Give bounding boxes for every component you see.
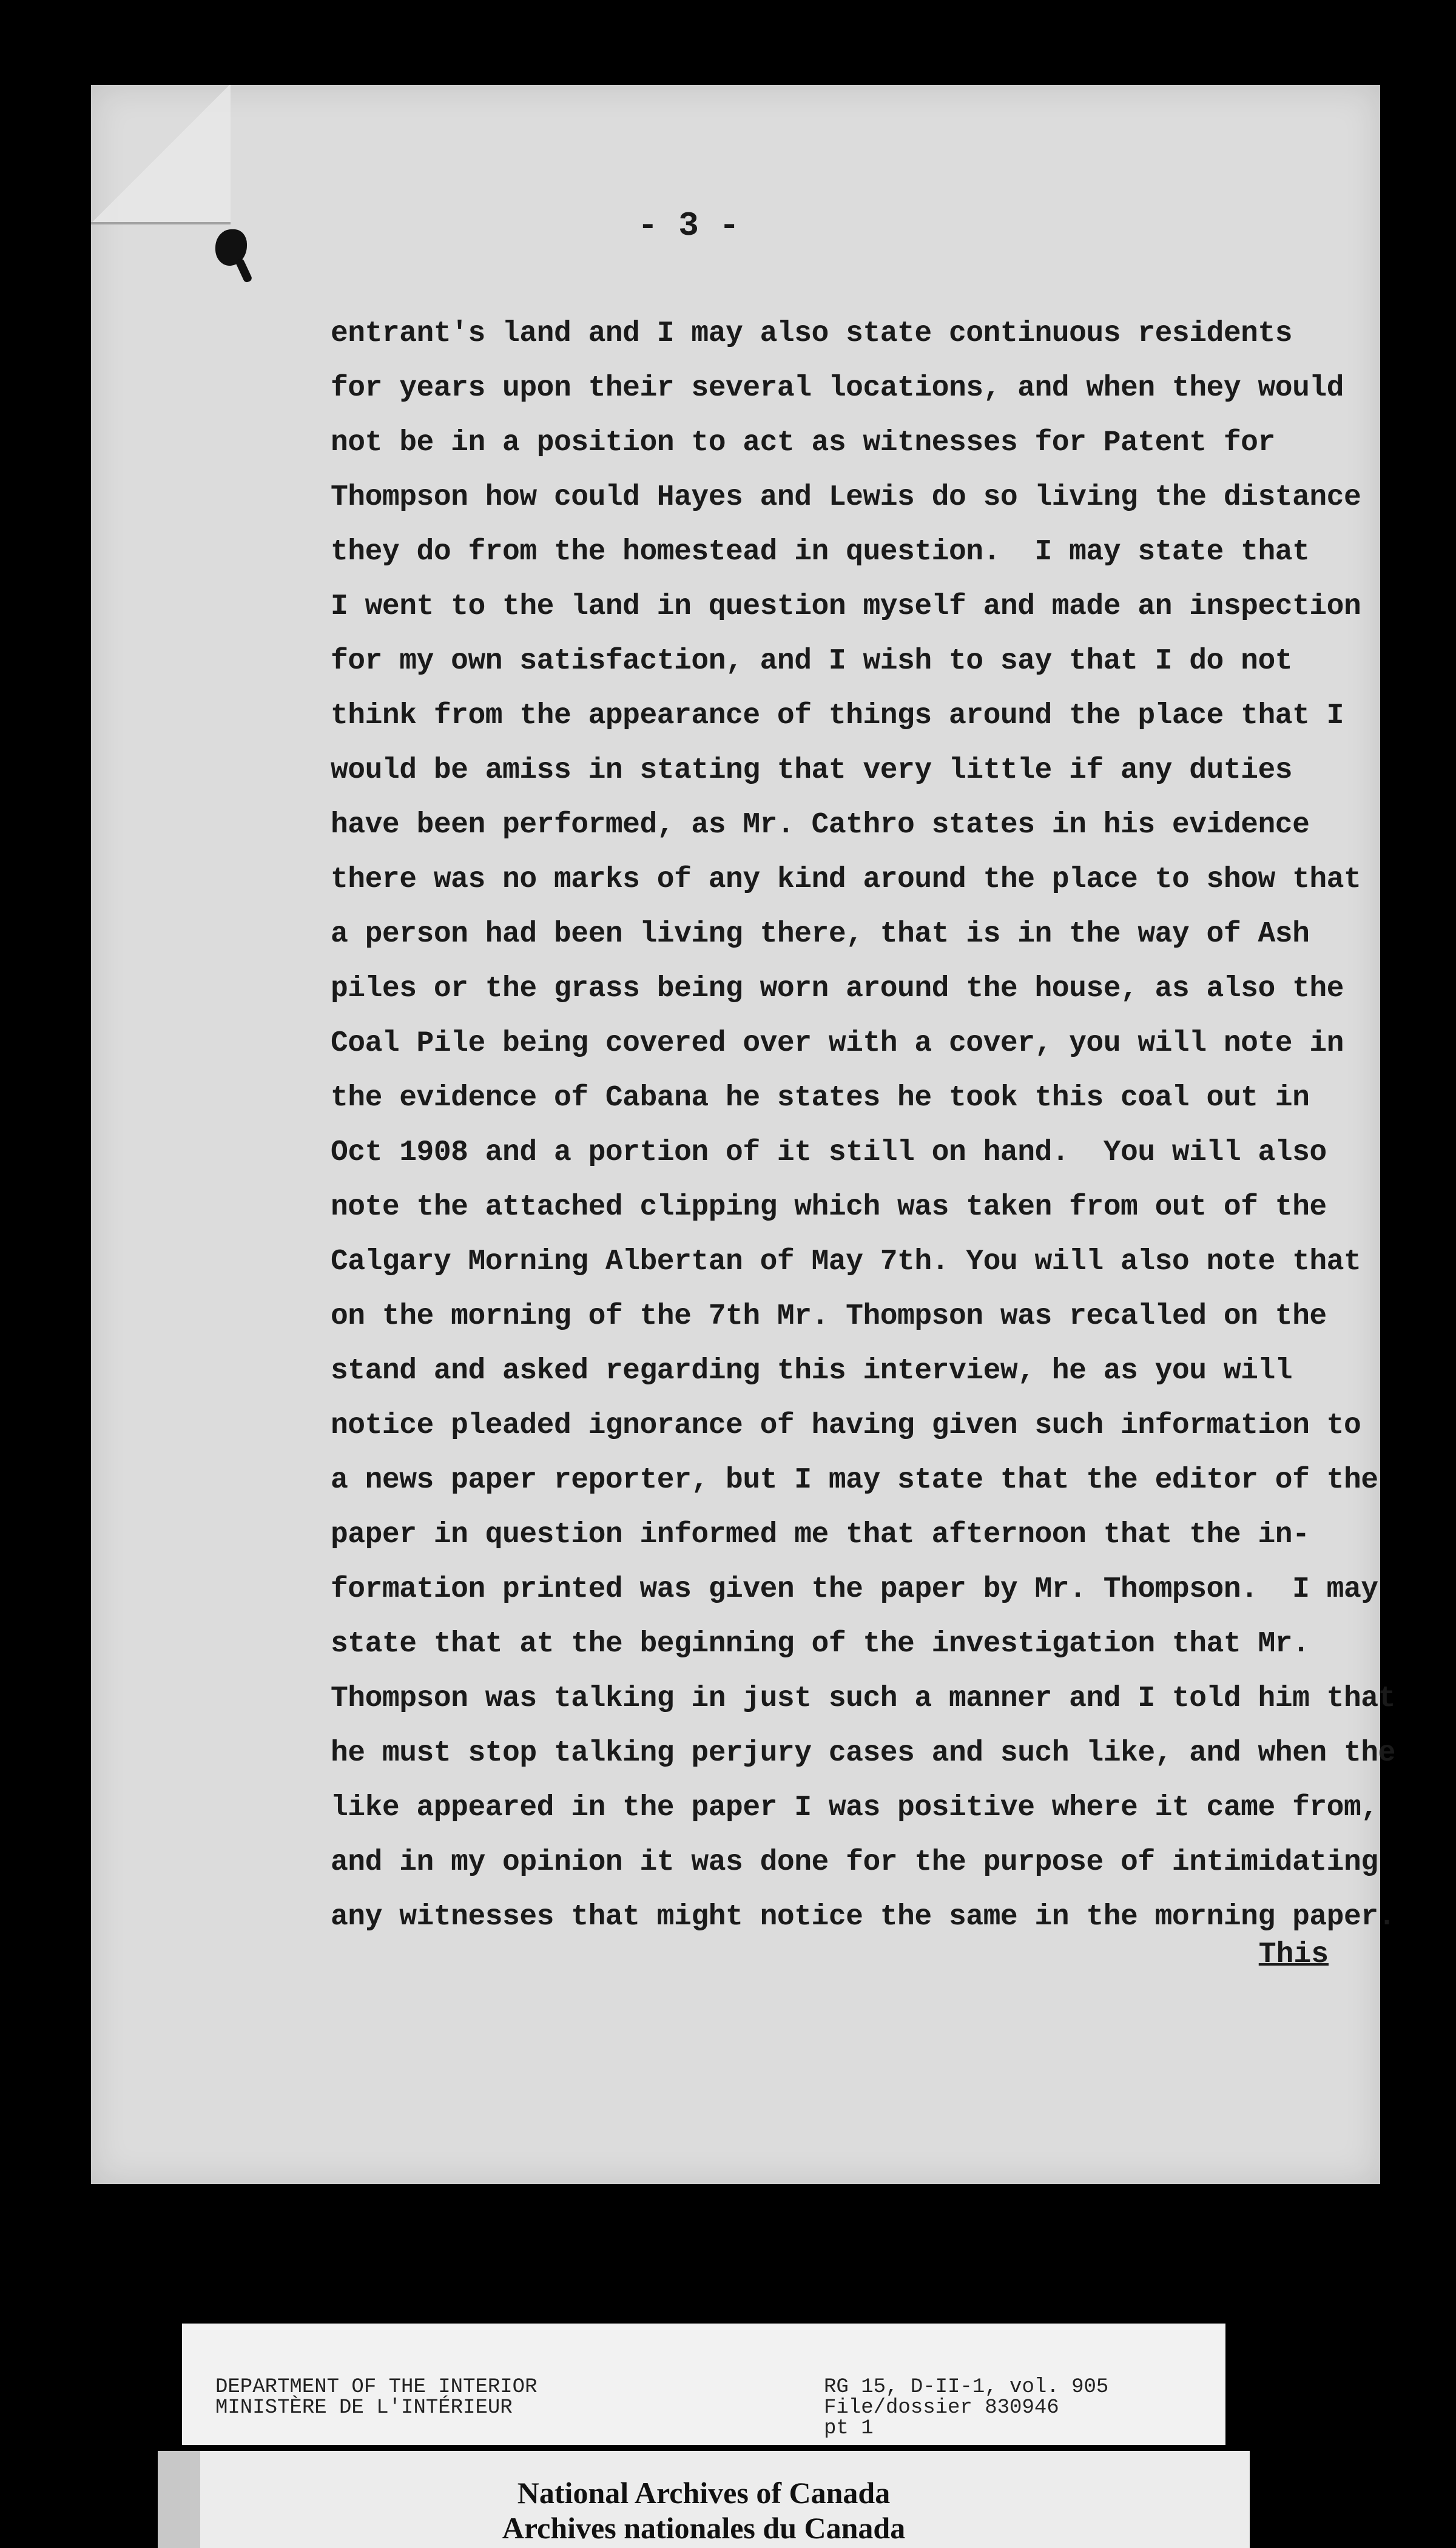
body-line: and in my opinion it was done for the purpose of intimidating	[331, 1846, 1378, 1879]
body-line: entrant's land and I may also state continuous residents	[331, 317, 1293, 350]
body-line: a news paper reporter, but I may state that the editor of the	[331, 1464, 1378, 1497]
body-line: on the morning of the 7th Mr. Thompson was recalled on the	[331, 1300, 1327, 1333]
body-line: note the attached clipping which was taken from out of the	[331, 1191, 1327, 1224]
body-line: notice pleaded ignorance of having given such information to	[331, 1409, 1361, 1442]
archives-name-en: National Archives of Canada	[517, 2476, 891, 2510]
body-line: a person had been living there, that is in the way of Ash	[331, 918, 1310, 951]
folded-corner	[91, 85, 231, 224]
archive-reference-label	[182, 2324, 1225, 2445]
record-group-volume: RG 15, D-II-1, vol. 905	[824, 2376, 1109, 2399]
archives-plate	[158, 2451, 1250, 2548]
letter-body	[331, 306, 1398, 1944]
page-number: - 3 -	[637, 206, 740, 245]
body-line: he must stop talking perjury cases and such like, and when the	[331, 1737, 1395, 1770]
archives-name	[158, 2475, 1250, 2546]
file-number: File/dossier 830946	[824, 2396, 1059, 2419]
body-line: Thompson was talking in just such a manner and I told him that	[331, 1682, 1395, 1715]
body-line: like appeared in the paper I was positive where it came from,	[331, 1791, 1378, 1824]
archives-name-fr: Archives nationales du Canada	[502, 2511, 906, 2545]
body-line: I went to the land in question myself and made an inspection	[331, 590, 1361, 623]
part-number: pt 1	[824, 2417, 874, 2440]
reference-block	[824, 2377, 1108, 2439]
body-line: not be in a position to act as witnesses for Patent for	[331, 426, 1275, 459]
body-line: Coal Pile being covered over with a cover, you will note in	[331, 1027, 1344, 1060]
body-line: formation printed was given the paper by Mr. Thompson. I may	[331, 1573, 1378, 1606]
body-line: for years upon their several locations, and when they would	[331, 372, 1344, 405]
continuation-word: This	[1258, 1938, 1329, 1971]
body-line: think from the appearance of things around the place that I	[331, 699, 1344, 732]
body-line: the evidence of Cabana he states he took this coal out in	[331, 1082, 1310, 1114]
body-line: piles or the grass being worn around the house, as also the	[331, 972, 1344, 1005]
body-line: paper in question informed me that afternoon that the in-	[331, 1518, 1310, 1551]
body-line: for my own satisfaction, and I wish to say that I do not	[331, 645, 1293, 678]
body-line: state that at the beginning of the investigation that Mr.	[331, 1628, 1310, 1660]
body-line: stand and asked regarding this interview, he as you will	[331, 1355, 1293, 1387]
body-line: Oct 1908 and a portion of it still on hand. You will also	[331, 1136, 1327, 1169]
body-line: there was no marks of any kind around the place to show that	[331, 863, 1361, 896]
department-block	[215, 2377, 538, 2418]
body-line: Calgary Morning Albertan of May 7th. You will also note that	[331, 1245, 1361, 1278]
department-name-en: DEPARTMENT OF THE INTERIOR	[215, 2376, 538, 2399]
department-name-fr: MINISTÈRE DE L'INTÉRIEUR	[215, 2396, 513, 2419]
body-line: have been performed, as Mr. Cathro states in his evidence	[331, 809, 1310, 841]
body-line: would be amiss in stating that very little if any duties	[331, 754, 1293, 787]
body-line: any witnesses that might notice the same in the morning paper.	[331, 1901, 1395, 1933]
body-line: they do from the homestead in question. I may state that	[331, 536, 1310, 568]
body-line: Thompson how could Hayes and Lewis do so living the distance	[331, 481, 1361, 514]
